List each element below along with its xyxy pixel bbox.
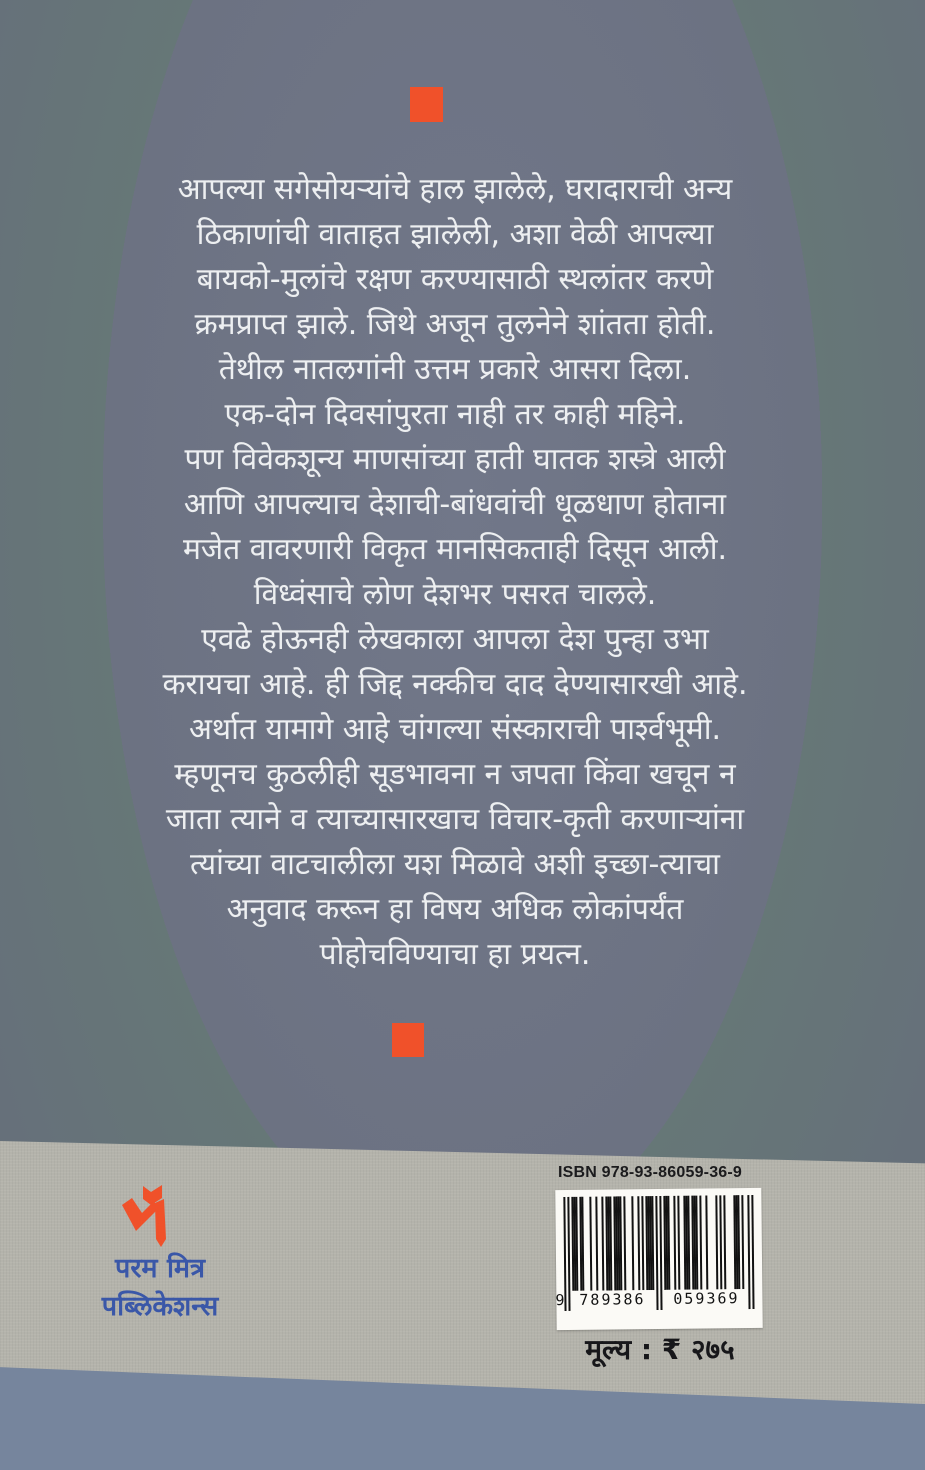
publisher-name-line1: परम मित्र <box>115 1253 205 1284</box>
blurb-line: बायको-मुलांचे रक्षण करण्यासाठी स्थलांतर करणे <box>196 262 714 297</box>
barcode-bar <box>595 1197 598 1291</box>
blurb-line: पण विवेकशून्य माणसांच्या हाती घातक शस्त्रे आली <box>184 442 726 477</box>
barcode-bar <box>687 1196 690 1290</box>
publisher-name <box>40 1250 280 1326</box>
barcode-bar <box>741 1195 744 1289</box>
publisher-logo-icon <box>118 1183 182 1251</box>
blurb-line: मजेत वावरणारी विकृत मानसिकताही दिसून आली. <box>182 532 728 567</box>
isbn-label: ISBN 978-93-86059-36-9 <box>557 1164 743 1181</box>
barcode-bar <box>667 1196 670 1290</box>
barcode-bar <box>575 1197 578 1291</box>
blurb-line: विध्वंसाचे लोण देशभर पसरत चालले. <box>253 577 657 612</box>
blurb-line: एक-दोन दिवसांपुरता नाही तर काही महिने. <box>224 397 686 432</box>
barcode-bar <box>719 1195 722 1289</box>
barcode-bar <box>601 1197 604 1291</box>
publisher-name-line2: पब्लिकेशन्स <box>101 1291 219 1322</box>
barcode-bar <box>619 1196 622 1290</box>
blurb-line: अनुवाद करून हा विषय अधिक लोकांपर्यंत <box>226 892 684 927</box>
barcode-bar <box>609 1196 612 1290</box>
blurb-line: त्यांच्या वाटचालीला यश मिळावे अशी इच्छा-त्याचा <box>190 847 720 882</box>
barcode-bar <box>705 1195 708 1289</box>
barcode-bar <box>715 1195 718 1289</box>
barcode-digit-first: 9 <box>555 1290 565 1310</box>
blurb-line: तेथील नातलगांनी उत्तम प्रकारे आसरा दिला. <box>218 352 692 387</box>
barcode-bar <box>737 1195 740 1289</box>
barcode-bar <box>677 1196 680 1290</box>
back-cover-blurb <box>70 167 840 977</box>
blurb-line: करायचा आहे. ही जिद्द नक्कीच दाद देण्यासारखी आहे. <box>162 667 748 702</box>
barcode-bar <box>723 1195 726 1289</box>
orange-square-icon <box>410 87 443 122</box>
blurb-line: आणि आपल्याच देशाची-बांधवांची धूळधाण होताना <box>183 487 727 522</box>
barcode-digits <box>555 1289 754 1311</box>
blurb-line: आपल्या सगेसोयऱ्यांचे हाल झालेले, घरादाराची अन्य <box>177 172 733 207</box>
barcode-bar <box>637 1196 640 1290</box>
blurb-line: अर्थात यामागे आहे चांगल्या संस्काराची पार्श्वभूमी. <box>189 712 721 747</box>
blurb-line: म्हणूनच कुठलीही सूडभावना न जपता किंवा खचून न <box>174 757 736 792</box>
barcode-bar <box>581 1197 584 1291</box>
barcode-bar <box>589 1197 592 1291</box>
blurb-line: जाता त्याने व त्याच्यासारखाच विचार-कृती करणाऱ्यांना <box>165 802 745 837</box>
blurb-line: ठिकाणांची वाताहत झालेली, अशा वेळी आपल्या <box>196 217 714 252</box>
blurb-line: एवढे होऊनही लेखकाला आपला देश पुन्हा उभा <box>201 622 709 657</box>
barcode-digit-group2: 059369 <box>665 1289 747 1308</box>
price-label: मूल्य : ₹ २७५ <box>585 1333 735 1366</box>
blurb-line: क्रमप्राप्त झाले. जिथे अजून तुलनेने शांतता होती. <box>194 307 716 342</box>
barcode-digit-group1: 789386 <box>571 1290 653 1309</box>
barcode-bar <box>641 1196 644 1290</box>
barcode-bar <box>673 1196 676 1290</box>
barcode-bar <box>651 1196 654 1290</box>
barcode <box>555 1188 762 1330</box>
orange-square-icon <box>392 1023 424 1057</box>
barcode-bar <box>699 1196 702 1290</box>
barcode-bar <box>623 1196 626 1290</box>
blurb-line: पोहोचविण्याचा हा प्रयत्न. <box>319 937 591 972</box>
barcode-bar <box>631 1196 634 1290</box>
barcode-bar <box>695 1196 698 1290</box>
